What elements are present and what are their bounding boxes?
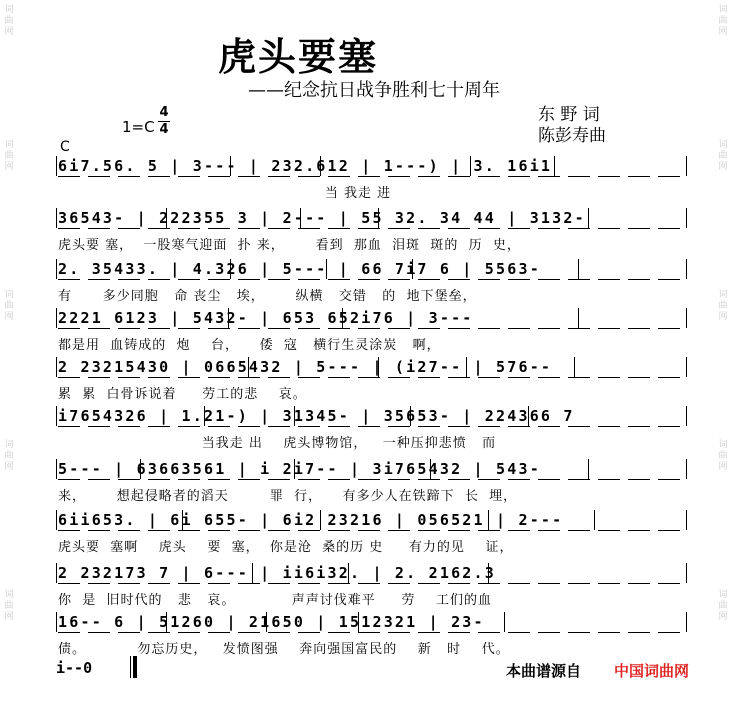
beam-underline bbox=[58, 426, 688, 427]
notation-line: 5--- | 63663561 | i 2i7-- | 3i765432 | 543- bbox=[58, 460, 541, 478]
watermark-right-5: 词曲网 bbox=[718, 590, 728, 622]
key-signature: 1=C bbox=[122, 118, 155, 136]
beam-underline bbox=[58, 228, 688, 229]
staff-row bbox=[58, 259, 688, 281]
beam-underline bbox=[58, 279, 688, 280]
watermark-left-1: 词曲网 bbox=[4, 5, 14, 37]
notation-line: 2. 35433. | 4.326 | 5--- | 66 7i7 6 | 5563- bbox=[58, 260, 541, 278]
composer-credit: 陈彭寿曲 bbox=[538, 126, 606, 146]
chord-label: C bbox=[60, 139, 70, 155]
beam-underline bbox=[58, 479, 688, 480]
notation-line: 2221 6123 | 5432- | 653 652i76 | 3--- bbox=[58, 309, 474, 327]
lyric-line: 债。 勿忘历史， 发愤图强 奔向强国富民的 新 时 代。 bbox=[58, 642, 510, 657]
lyric-line: 有 多少同胞 命 丧尘 埃， 纵横 交错 的 地下堡垒， bbox=[58, 289, 477, 304]
staff-row bbox=[58, 208, 688, 230]
watermark-left-4: 词曲网 bbox=[4, 440, 14, 472]
notation-line: i7654326 | 1.21-) | 31345- | 35653- | 224366 7 bbox=[58, 407, 575, 425]
time-signature-bottom: 4 bbox=[159, 122, 169, 137]
watermark-left-5: 词曲网 bbox=[4, 590, 14, 622]
notation-line: 2 232173 7 | 6--- | ii6i32. | 2. 2162.3 bbox=[58, 564, 496, 582]
watermark-left-2: 词曲网 bbox=[4, 140, 14, 172]
staff-row bbox=[58, 510, 688, 532]
lyric-line: 虎头要 塞， 一股寒气迎面 扑 来， 看到 那血 泪斑 斑的 历 史， bbox=[58, 238, 521, 253]
beam-underline bbox=[58, 530, 688, 531]
notation-line: 16-- 6 | 51260 | 21650 | 1512321 | 23- bbox=[58, 613, 485, 631]
watermark-right-2: 词曲网 bbox=[718, 140, 728, 172]
staff-row bbox=[58, 308, 688, 330]
staff-row bbox=[58, 459, 688, 481]
lyric-line: 当 我走 进 bbox=[58, 186, 392, 201]
beam-underline bbox=[58, 377, 688, 378]
lyric-line: 都是用 血铸成的 炮 台， 倭 寇 横行生灵涂炭 啊， bbox=[58, 338, 441, 353]
watermark-right-4: 词曲网 bbox=[718, 440, 728, 472]
staff-row bbox=[58, 612, 688, 634]
lyric-line: 来， 想起侵略者的滔天 罪 行， 有多少人在铁蹄下 长 埋， bbox=[58, 489, 518, 504]
song-subtitle: ——纪念抗日战争胜利七十周年 bbox=[248, 80, 500, 101]
lyricist-credit: 东 野 词 bbox=[538, 105, 600, 125]
notation-line: 2 23215430 | 0665432 | 5--- | (i27-- | 576-- bbox=[58, 358, 553, 376]
final-measure: i--0 bbox=[56, 659, 93, 677]
time-signature bbox=[158, 106, 170, 137]
watermark-left-3: 词曲网 bbox=[4, 290, 14, 322]
beam-underline bbox=[58, 632, 688, 633]
source-label: 本曲谱源自 bbox=[506, 662, 582, 680]
beam-underline bbox=[58, 176, 688, 177]
lyric-line: 累 累 白骨诉说着 劳工的悲 哀。 bbox=[58, 387, 307, 402]
lyric-line: 当我走 出 虎头博物馆， 一种压抑悲愤 而 bbox=[58, 436, 497, 451]
final-barline bbox=[130, 656, 137, 678]
staff-row bbox=[58, 357, 688, 379]
beam-underline bbox=[58, 328, 688, 329]
notation-line: 6ii653. | 6i 655- | 6i2 23216 | 056521 | 2--- bbox=[58, 511, 564, 529]
staff-row bbox=[58, 406, 688, 428]
lyric-line: 你 是 旧时代的 悲 哀。 声声讨伐难平 劳 工们的血 bbox=[58, 593, 492, 608]
brand-link[interactable]: 中国词曲网 bbox=[614, 662, 690, 680]
watermark-right-3: 词曲网 bbox=[718, 290, 728, 322]
notation-line: 36543- | 222355 3 | 2--- | 55 32. 34 44 | 3132- bbox=[58, 209, 586, 227]
lyric-line: 虎头要 塞啊 虎头 要 塞， 你是沧 桑的历 史 有力的见 证， bbox=[58, 540, 514, 555]
staff-row bbox=[58, 156, 688, 178]
staff-row bbox=[58, 563, 688, 585]
notation-line: 6i7.56. 5 | 3--- | 232.612 | 1---) | 3. 16i1 bbox=[58, 157, 553, 175]
watermark-right-1: 词曲网 bbox=[718, 5, 728, 37]
time-signature-top: 4 bbox=[159, 105, 169, 120]
song-title: 虎头要塞 bbox=[218, 34, 379, 79]
beam-underline bbox=[58, 583, 688, 584]
